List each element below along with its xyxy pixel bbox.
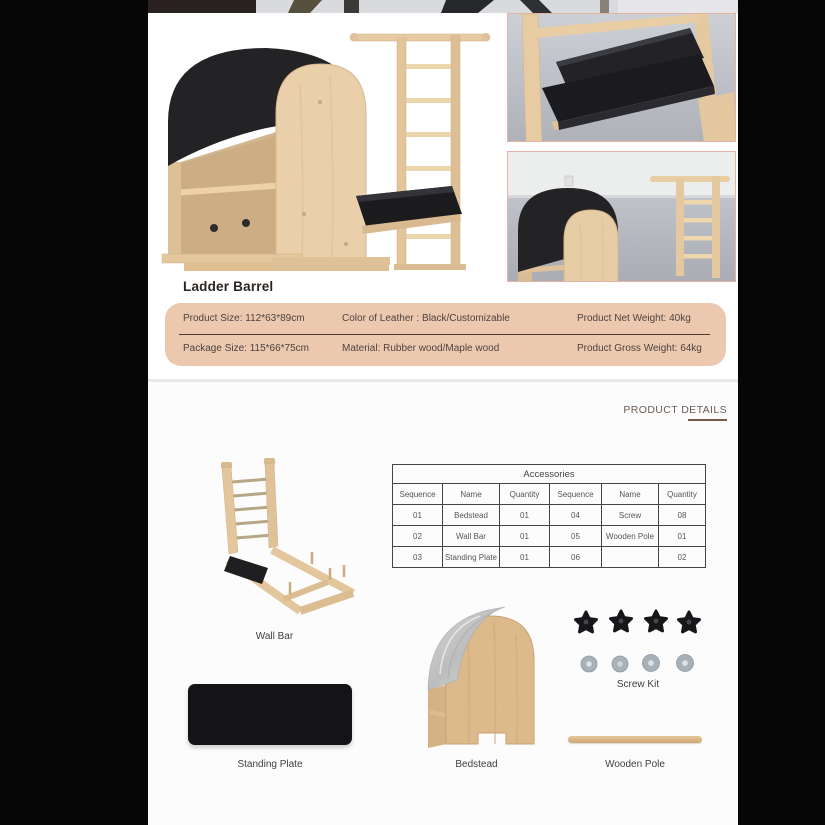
screw-kit-caption: Screw Kit — [616, 679, 660, 690]
standing-plate-caption: Standing Plate — [237, 759, 303, 770]
spec-net-weight: Product Net Weight: 40kg — [577, 313, 691, 324]
cell-qty: 01 — [659, 526, 706, 547]
photo-strip-graphic — [148, 0, 738, 13]
cell-qty: 01 — [500, 526, 550, 547]
accessories-table-title: Accessories — [393, 465, 706, 484]
left-black-bar — [0, 0, 148, 825]
cell-qty: 01 — [500, 547, 550, 568]
ladder-barrel-illustration — [154, 14, 502, 276]
col-header-quantity-2: Quantity — [659, 484, 706, 505]
accessories-table-header — [393, 484, 706, 505]
bedstead-illustration — [410, 594, 543, 754]
cell-qty: 02 — [659, 547, 706, 568]
table-row — [393, 547, 706, 568]
previous-photo-strip — [148, 0, 738, 13]
page-content — [148, 0, 738, 825]
cell-seq: 02 — [393, 526, 443, 547]
table-row — [393, 505, 706, 526]
spec-gross-weight: Product Gross Weight: 64kg — [577, 343, 702, 354]
cell-seq: 04 — [550, 505, 602, 526]
bedstead-image — [410, 594, 543, 754]
barrel-photo-illustration — [508, 152, 736, 282]
detail-photo-cushion — [507, 13, 736, 142]
cell-name — [602, 547, 659, 568]
wooden-pole-image — [568, 736, 702, 743]
cell-seq: 06 — [550, 547, 602, 568]
cell-seq: 05 — [550, 526, 602, 547]
cell-name: Wall Bar — [443, 526, 500, 547]
cell-seq: 03 — [393, 547, 443, 568]
main-product-photo — [154, 14, 502, 276]
wooden-pole-caption: Wooden Pole — [605, 759, 665, 770]
spec-product-size: Product Size: 112*63*89cm — [183, 313, 305, 324]
screw-kit-illustration — [572, 608, 704, 678]
spec-row-1 — [165, 313, 726, 324]
details-heading-underline — [688, 419, 727, 421]
spec-divider-line — [179, 334, 710, 335]
right-black-bar — [738, 0, 825, 825]
spec-package-size: Package Size: 115*66*75cm — [183, 343, 310, 354]
wall-bar-illustration — [172, 452, 377, 627]
detail-photo-barrel — [507, 151, 736, 282]
standing-plate-image — [188, 684, 352, 745]
spec-material: Material: Rubber wood/Maple wood — [342, 343, 500, 354]
screw-kit-image — [572, 608, 704, 678]
page-title: Ladder Barrel — [183, 279, 274, 294]
spec-leather-color: Color of Leather : Black/Customizable — [342, 313, 510, 324]
details-heading: PRODUCT DETAILS — [623, 404, 727, 416]
accessories-table — [392, 464, 706, 568]
table-row — [393, 526, 706, 547]
cell-name: Wooden Pole — [602, 526, 659, 547]
cell-seq: 01 — [393, 505, 443, 526]
wall-bar-caption: Wall Bar — [255, 631, 294, 642]
cell-name: Bedstead — [443, 505, 500, 526]
spec-row-2 — [165, 343, 726, 354]
col-header-name-2: Name — [602, 484, 659, 505]
bedstead-caption: Bedstead — [455, 759, 498, 770]
cell-name: Screw — [602, 505, 659, 526]
col-header-name-1: Name — [443, 484, 500, 505]
col-header-sequence-2: Sequence — [550, 484, 602, 505]
cell-qty: 08 — [659, 505, 706, 526]
wall-bar-image — [172, 452, 377, 627]
col-header-quantity-1: Quantity — [500, 484, 550, 505]
cell-qty: 01 — [500, 505, 550, 526]
spec-panel — [165, 303, 726, 366]
col-header-sequence-1: Sequence — [393, 484, 443, 505]
cell-name: Standing Plate — [443, 547, 500, 568]
cushion-photo-illustration — [508, 14, 736, 142]
